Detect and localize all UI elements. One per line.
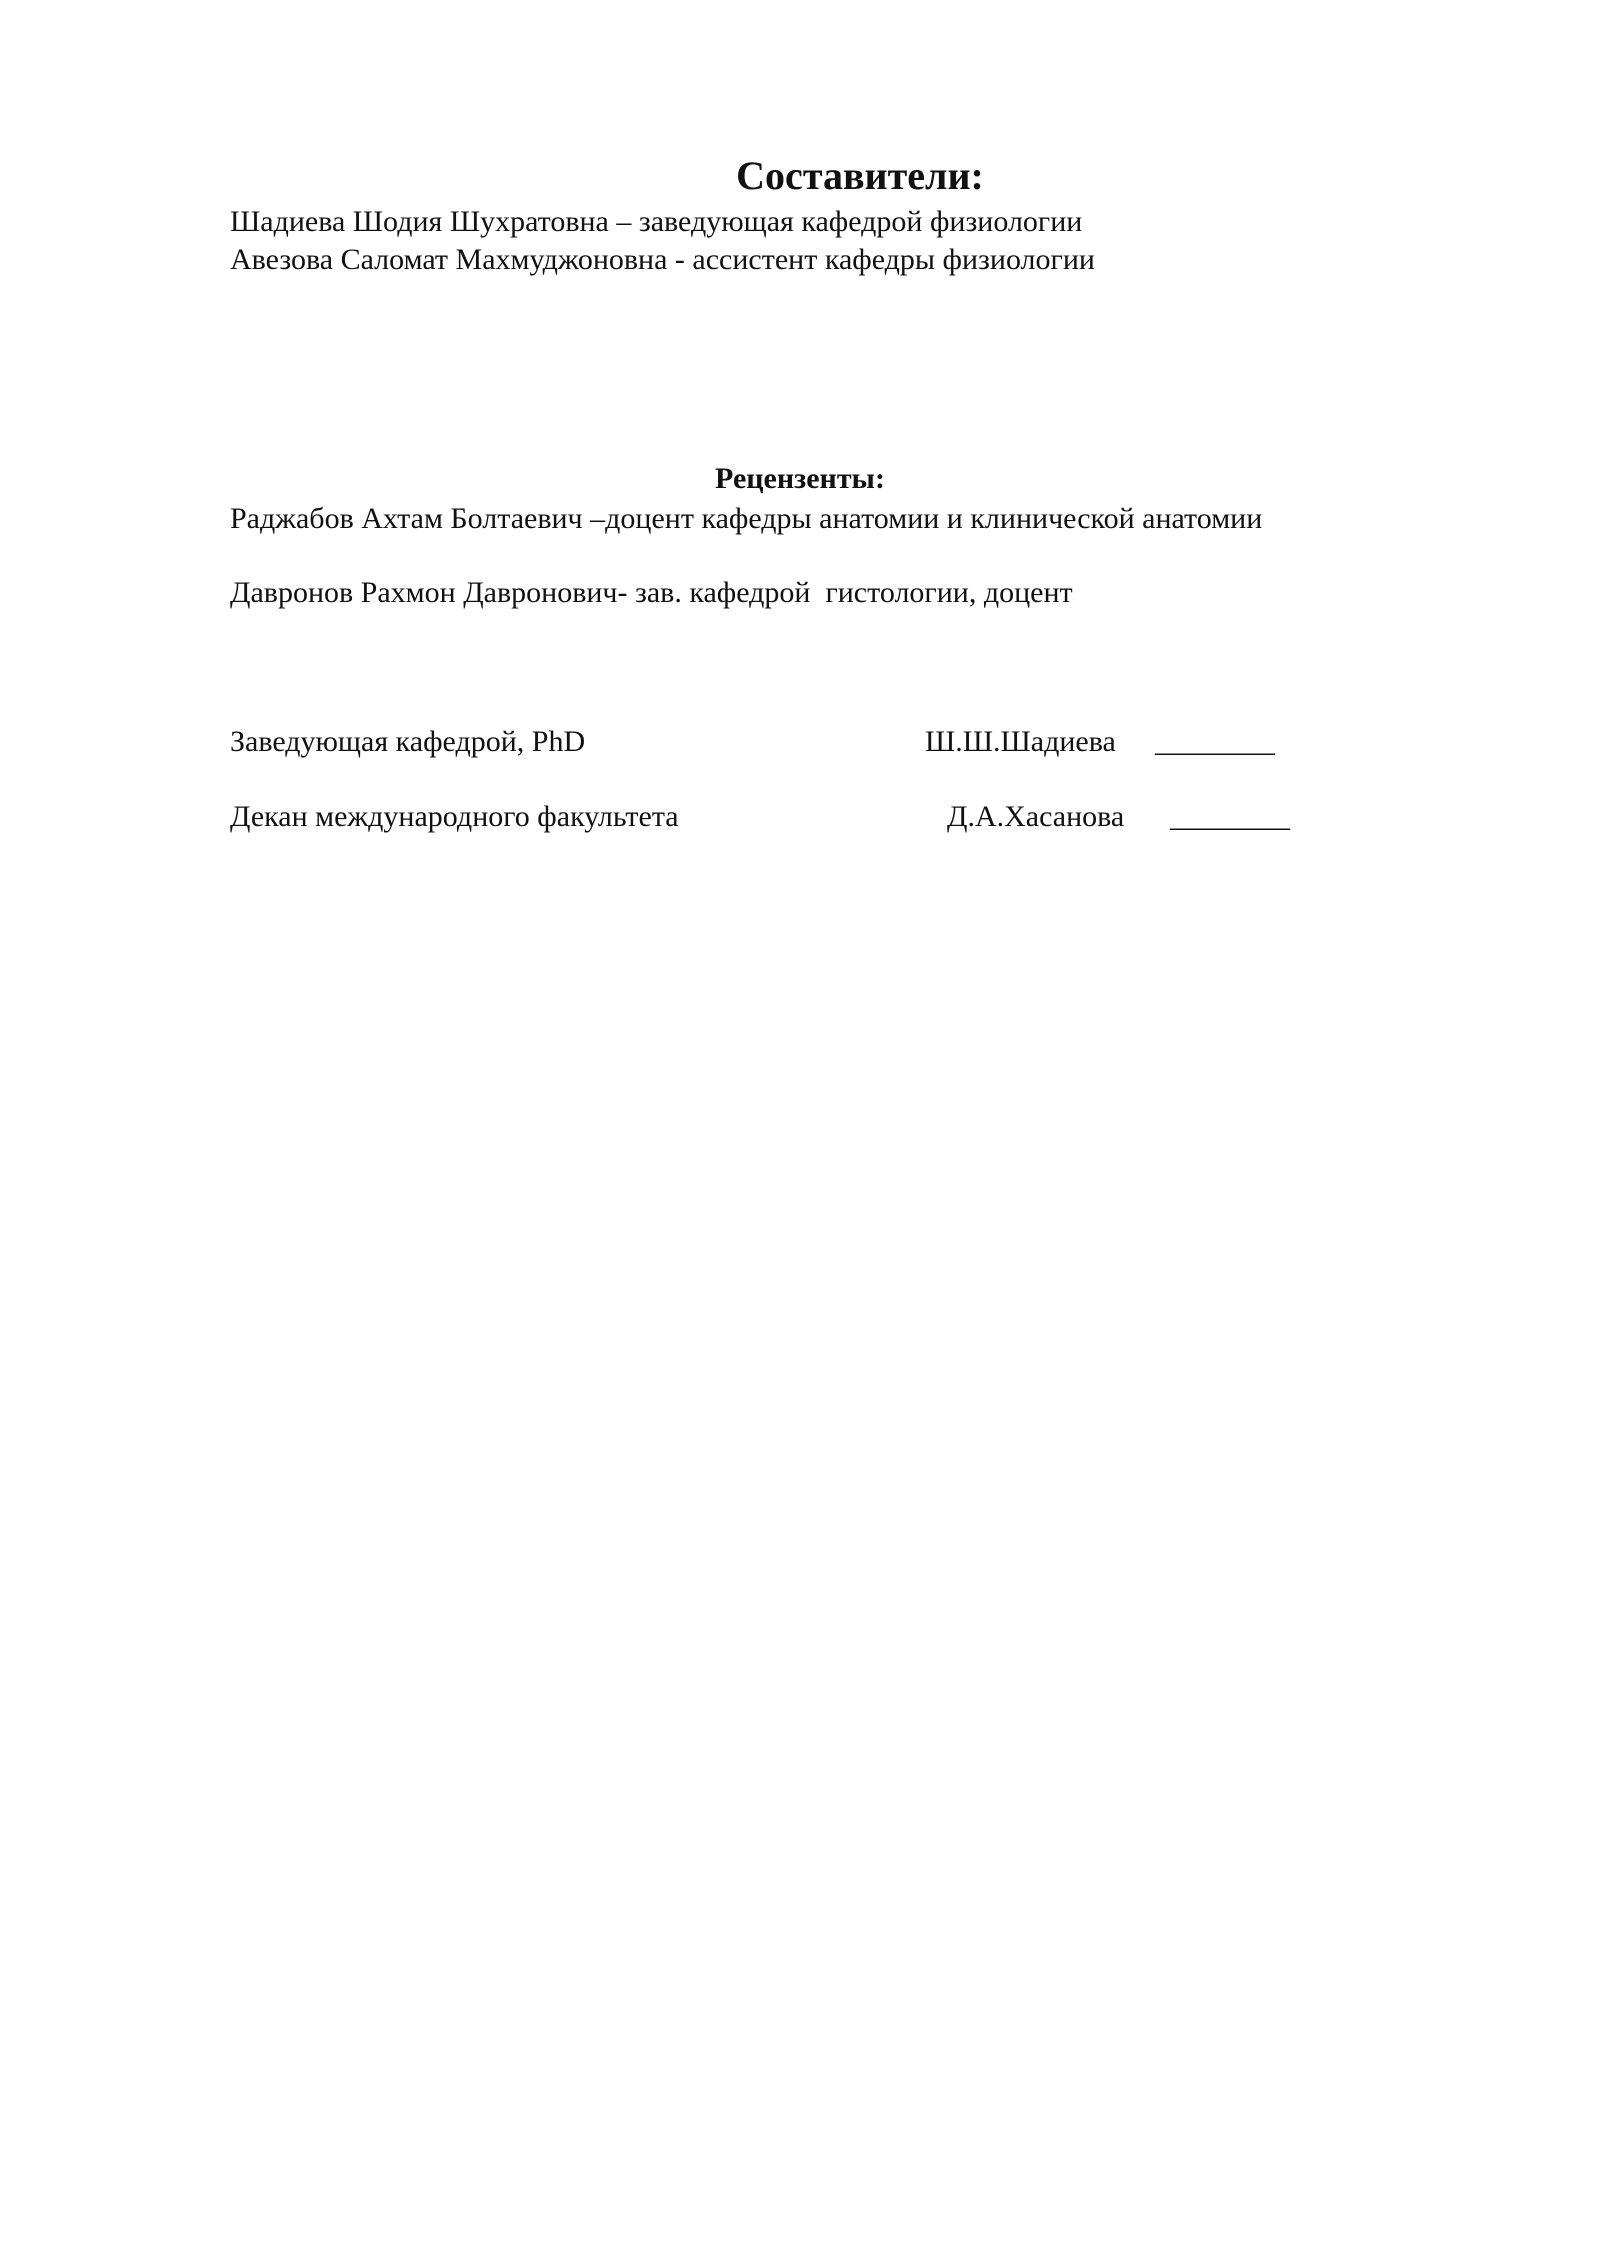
reviewer-line-1: Раджабов Ахтам Болтаевич –доцент кафедры анатомии и клинической анатомии bbox=[230, 502, 1263, 535]
signature-name-1: Ш.Ш.Шадиева bbox=[925, 725, 1116, 758]
reviewer-line-2: Давронов Рахмон Давронович- зав. кафедрой гистологии, доцент bbox=[230, 576, 1073, 609]
compiler-line-1: Шадиева Шодия Шухратовна – заведующая кафедрой физиологии bbox=[230, 205, 1083, 238]
signature-position-2: Декан международного факультета bbox=[230, 800, 679, 833]
compiler-line-2: Авезова Саломат Махмуджоновна - ассистент кафедры физиологии bbox=[230, 243, 1095, 276]
signature-blank-2: ________ bbox=[1170, 800, 1290, 833]
signature-name-2: Д.А.Хасанова bbox=[947, 800, 1125, 833]
reviewers-heading: Рецензенты: bbox=[715, 462, 885, 495]
signature-blank-1: ________ bbox=[1155, 725, 1275, 758]
compilers-heading: Составители: bbox=[736, 153, 984, 198]
signature-position-1: Заведующая кафедрой, PhD bbox=[230, 725, 586, 758]
